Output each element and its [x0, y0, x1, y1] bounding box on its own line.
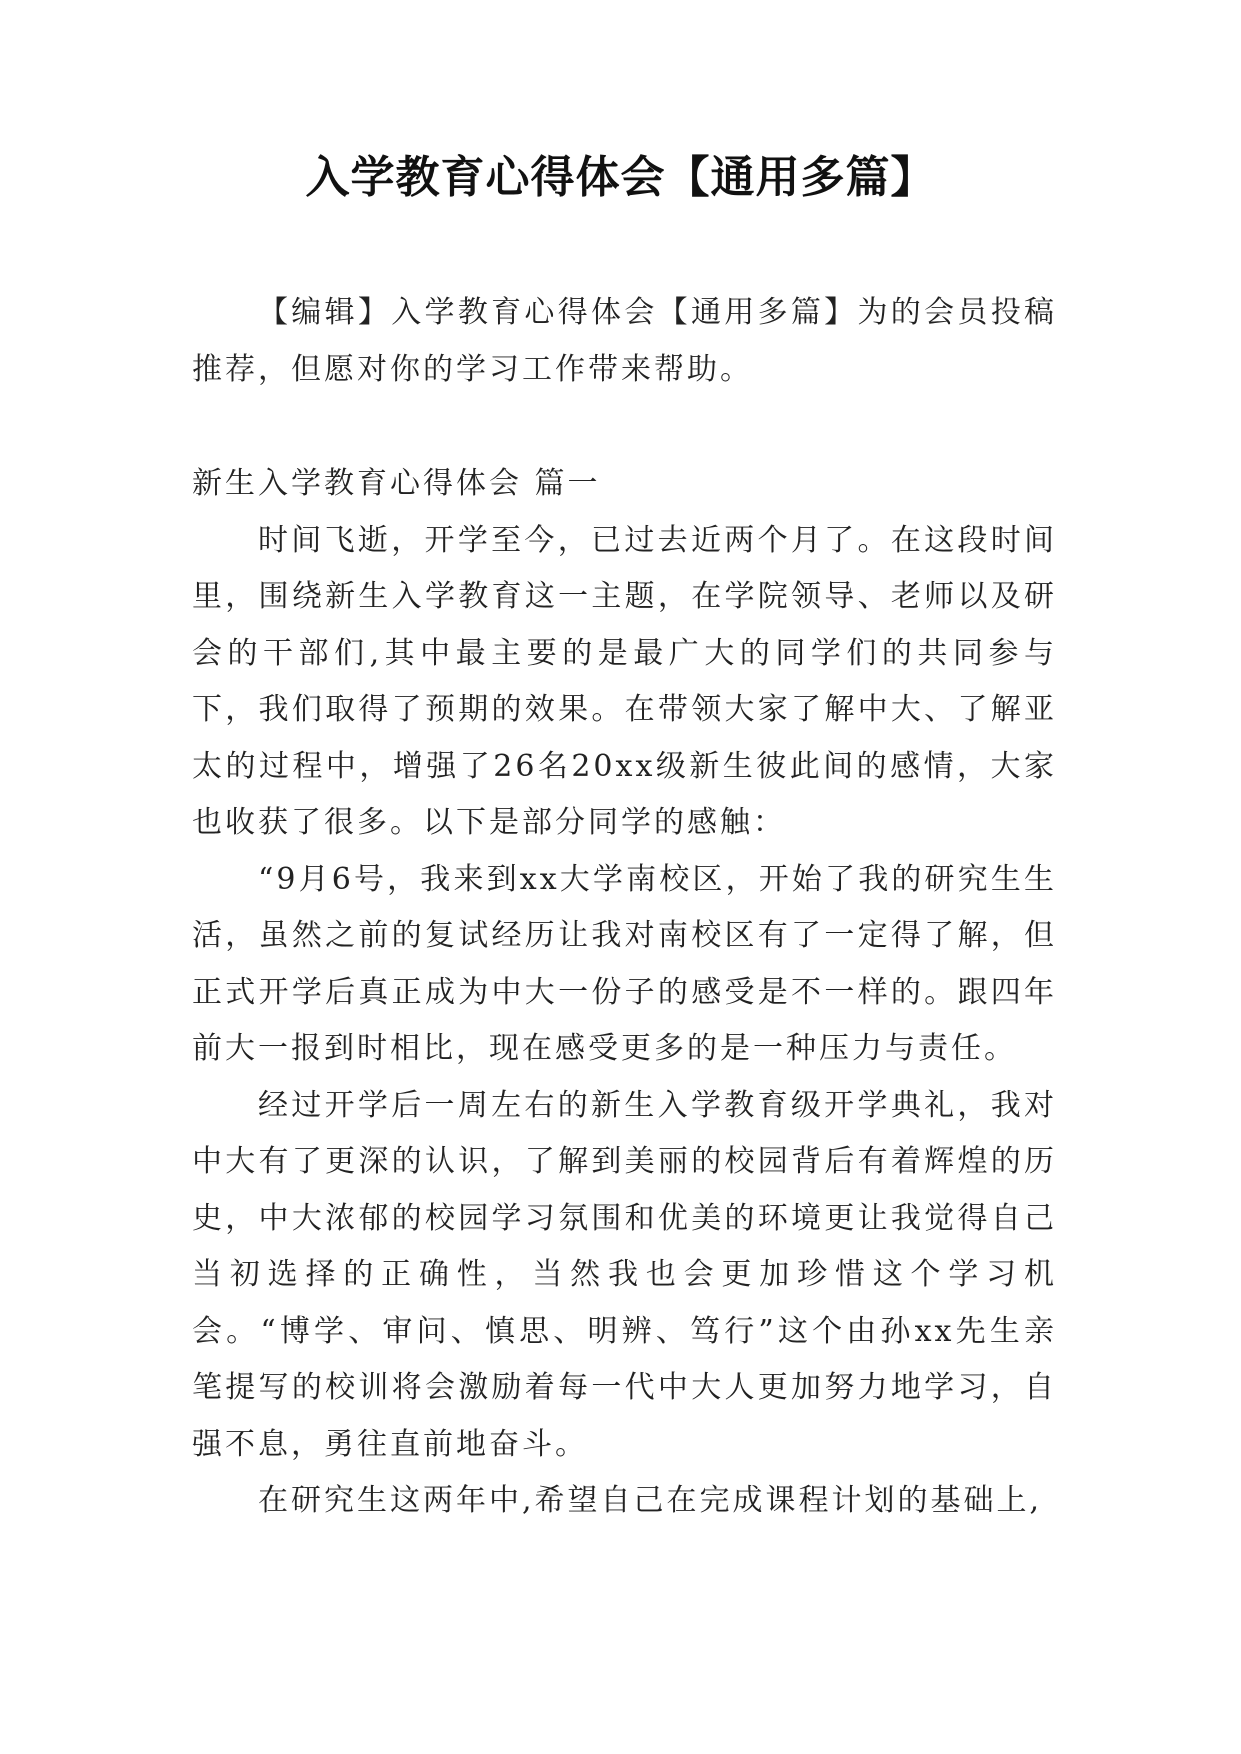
body-paragraph: 在研究生这两年中,希望自己在完成课程计划的基础上, [258, 1483, 1043, 1518]
spacer [192, 398, 1057, 456]
section-heading: 新生入学教育心得体会 篇一 [192, 466, 601, 501]
body-paragraph: 时间飞逝，开学至今，已过去近两个月了。在这段时间里，围绕新生入学教育这一主题，在学院领导、老师以及研会的干部们,其中最主要的是最广大的同学们的共同参与下，我们取得了预期的效果。在带领大家了解中大、了解亚太的过程中，增强了26名20xx级新生彼此间的感情，大家也收获了很多。以下是部分同学的感触： [192, 522, 1057, 840]
body-paragraph: 经过开学后一周左右的新生入学教育级开学典礼，我对中大有了更深的认识，了解到美丽的校园背后有着辉煌的历史，中大浓郁的校园学习氛围和优美的环境更让我觉得自己当初选择的正确性，当然我也会更加珍惜这个学习机会。“博学、审问、慎思、明辨、笃行”这个由孙xx先生亲笔提写的校训将会激励着每一代中大人更加努力地学习，自强不息，勇往直前地奋斗。 [192, 1087, 1057, 1462]
document-title: 入学教育心得体会【通用多篇】 [305, 152, 936, 203]
body-paragraph: “9月6号，我来到xx大学南校区，开始了我的研究生生活，虽然之前的复试经历让我对南校区有了一定得了解，但正式开学后真正成为中大一份子的感受是不一样的。跟四年前大一报到时相比，现在感受更多的是一种压力与责任。 [192, 861, 1057, 1066]
intro-paragraph: 【编辑】入学教育心得体会【通用多篇】为的会员投稿推荐，但愿对你的学习工作带来帮助。 [192, 295, 1057, 387]
document-body [192, 285, 1057, 1530]
